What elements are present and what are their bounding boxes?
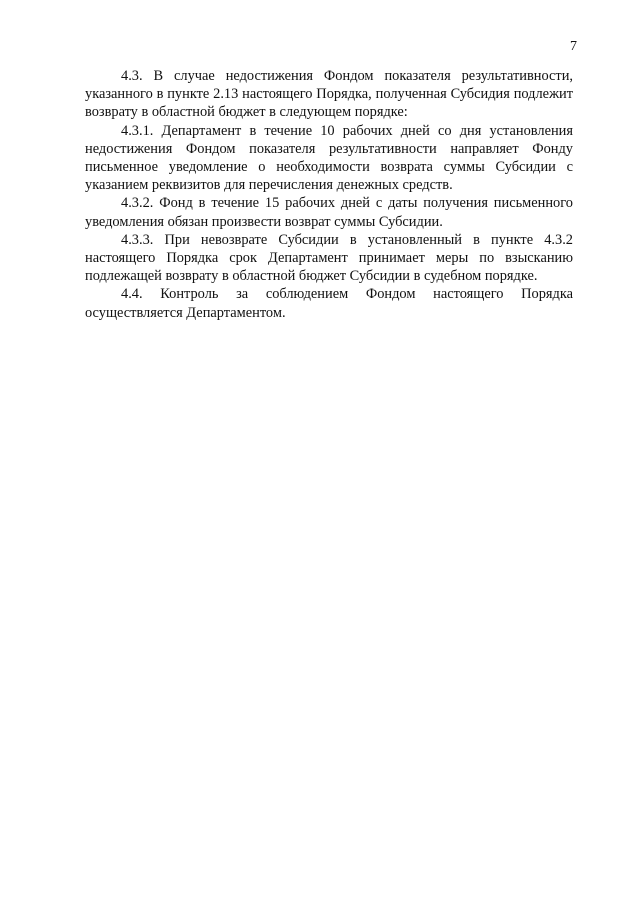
paragraph-4-4: 4.4. Контроль за соблюдением Фондом настоящего Порядка осуществляется Департаментом. xyxy=(85,286,573,321)
paragraph-4-3: 4.3. В случае недостижения Фондом показателя результативности, указанного в пункте 2.13 настоящего Порядка, полученная Субсидия подлежит возврату в областной бюджет в следующем порядке: xyxy=(85,68,573,121)
document-body xyxy=(85,67,573,322)
paragraph-4-3-1: 4.3.1. Департамент в течение 10 рабочих дней со дня установления недостижения Фондом показателя результативности направляет Фонду письменное уведомление о необходимости возврата суммы Субсидии с указанием реквизитов для перечисления денежных средств. xyxy=(85,122,573,194)
paragraph-4-3-3: 4.3.3. При невозврате Субсидии в установленный в пункте 4.3.2 настоящего Порядка срок Департамент принимает меры по взысканию подлежащей возврату в областной бюджет Субсидии в судебном порядке. xyxy=(85,231,573,285)
paragraph-4-3-2: 4.3.2. Фонд в течение 15 рабочих дней с даты получения письменного уведомления обязан произвести возврат суммы Субсидии. xyxy=(85,195,573,230)
page-number: 7 xyxy=(570,39,577,54)
